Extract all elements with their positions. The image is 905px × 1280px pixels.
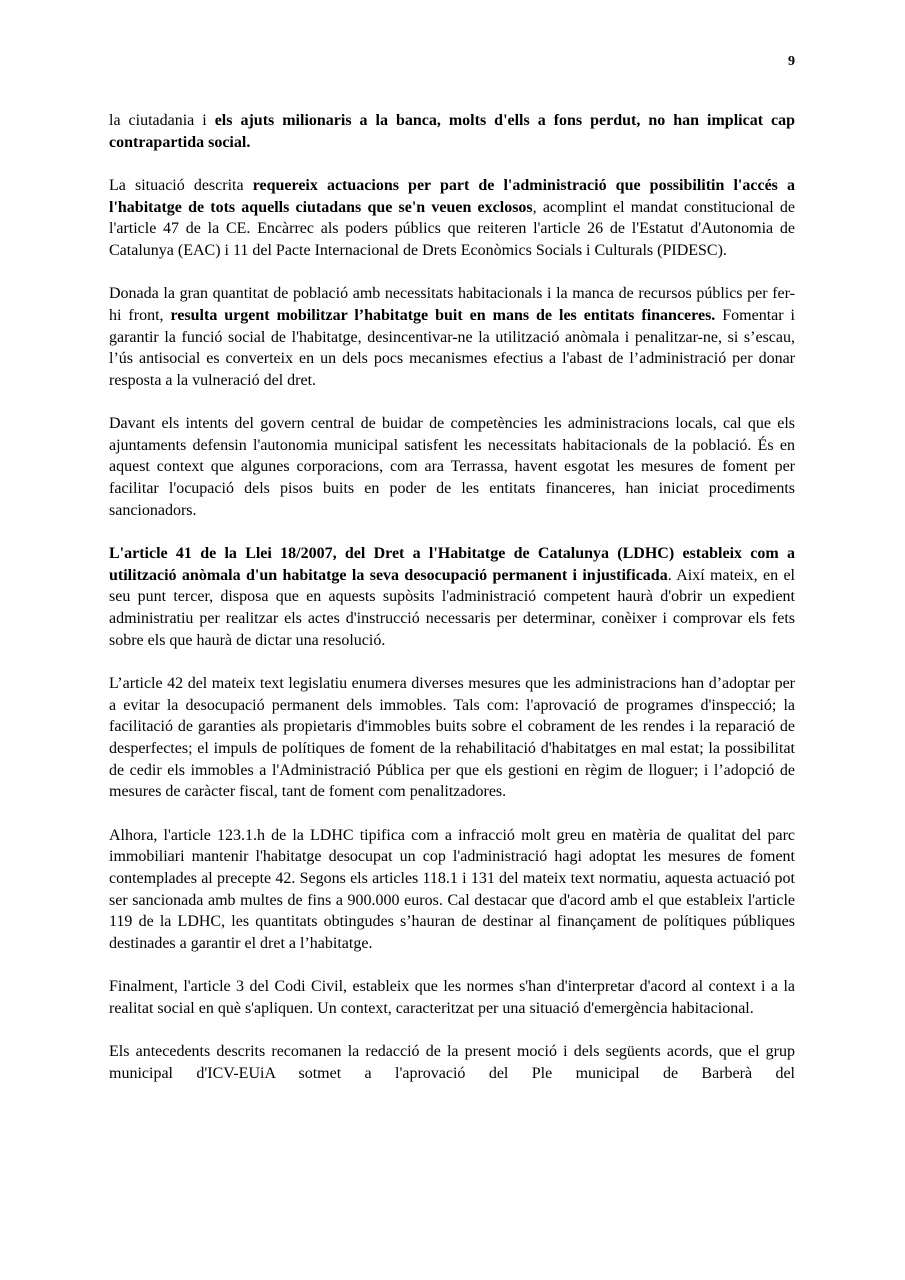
text-segment: . Així mateix, en el seu punt tercer, disposa que en aquests supòsits l'administració competent haurà d'obrir un expedient administratiu per realitzar els actes d'instrucció necessaris per determinar, conèixer i comprovar els fets sobre els que haurà de dictar una resolució. [109,566,796,649]
bold-segment: requereix actuacions per part de l'administració que possibilitin l'accés a l'habitatge de tots aquells ciutadans que se'n veuen exclosos [109,176,795,216]
paragraph-2 [109,175,795,262]
paragraph-1 [109,110,795,153]
text-segment: Donada la gran quantitat de població amb necessitats habitacionals i la manca de recursos públics per fer-hi front, [109,285,795,324]
text-segment: la ciutadania i [109,112,215,129]
bold-segment: L'article 41 de la Llei 18/2007, del Dret a l'Habitatge de Catalunya (LDHC) estableix com a utilització anòmala d'un habitatge la seva desocupació permanent i injustificada [109,545,795,584]
bold-segment: resulta urgent mobilitzar l’habitatge buit en mans de les entitats financeres. [170,306,716,324]
paragraph-6 [109,673,795,803]
bold-segment: els ajuts milionaris a la banca, molts d'ells a fons perdut, no han implicat cap contrapartida social. [109,112,796,151]
text-segment: L’article 42 del mateix text legislatiu enumera diverses mesures que les administracions han d’adoptar per a evitar la desocupació permanent dels immobles. Tals com: l'aprovació de programes d'inspecció; la facilitació de garanties als propietaris d'immobles buits sobre el cobrament de les rendes i la reparació de desperfectes; el impuls de polítiques de foment de la rehabilitació d'habitatges en mal estat; la possibilitat de cedir els immobles a l'Administració Pública per que els gestioni en règim de lloguer; i l’adopció de mesures de caràcter fiscal, tant de foment com penalitzadores. [109,674,795,801]
paragraph-5 [109,543,795,651]
text-segment: Alhora, l'article 123.1.h de la LDHC tipifica com a infracció molt greu en matèria de qualitat del parc immobiliari mantenir l'habitatge desocupat un cop l'administració hagi adoptat les mesures de foment contemplades al precepte 42. Segons els articles 118.1 i 131 del mateix text normatiu, aquesta actuació pot ser sancionada amb multes de fins a 900.000 euros. Cal destacar que d'acord amb el que estableix l'article 119 de la LDHC, les quantitats obtingudes s’hauran de destinar al finançament de polítiques públiques destinades a garantir el dret a l’habitatge. [109,826,795,952]
page-number: 9 [788,54,795,69]
text-segment: , acomplint el mandat constitucional de l'article 47 de la CE. Encàrrec als poders públics que reiteren l'article 26 de l'Estatut d'Autonomia de Catalunya (EAC) i 11 del Pacte Internacional de Drets Econòmics Socials i Culturals (PIDESC). [109,198,796,259]
text-segment: La situació descrita [109,176,253,194]
document-body [109,110,795,1106]
text-segment: Fomentar i garantir la funció social de l'habitatge, desincentivar-ne la utilització anòmala i penalitzar-ne, si s’escau, l’ús antisocial es converteix en un dels pocs mecanismes efectius a l'abast de l’administració per donar resposta a la vulneració del dret. [109,306,796,389]
paragraph-3 [109,283,795,391]
text-segment: Els antecedents descrits recomanen la redacció de la present moció i dels següents acords, que el grup municipal d'ICV-EUiA sotmet a l'aprovació del Ple municipal de Barberà del [109,1043,795,1082]
paragraph-9 [109,1041,795,1084]
text-segment: Davant els intents del govern central de buidar de competències les administracions locals, cal que els ajuntaments defensin l'autonomia municipal satisfent les necessitats habitacionals de la població. És en aquest context que algunes corporacions, com ara Terrassa, havent esgotat les mesures de foment per facilitar l'ocupació dels pisos buits en poder de les entitats financeres, han iniciat procediments sancionadors. [109,415,795,519]
text-segment: Finalment, l'article 3 del Codi Civil, estableix que les normes s'han d'interpretar d'acord al context i a la realitat social en què s'apliquen. Un context, caracteritzat per una situació d'emergència habitacional. [109,978,795,1017]
paragraph-4 [109,413,795,521]
paragraph-7 [109,825,795,955]
paragraph-8 [109,976,795,1019]
